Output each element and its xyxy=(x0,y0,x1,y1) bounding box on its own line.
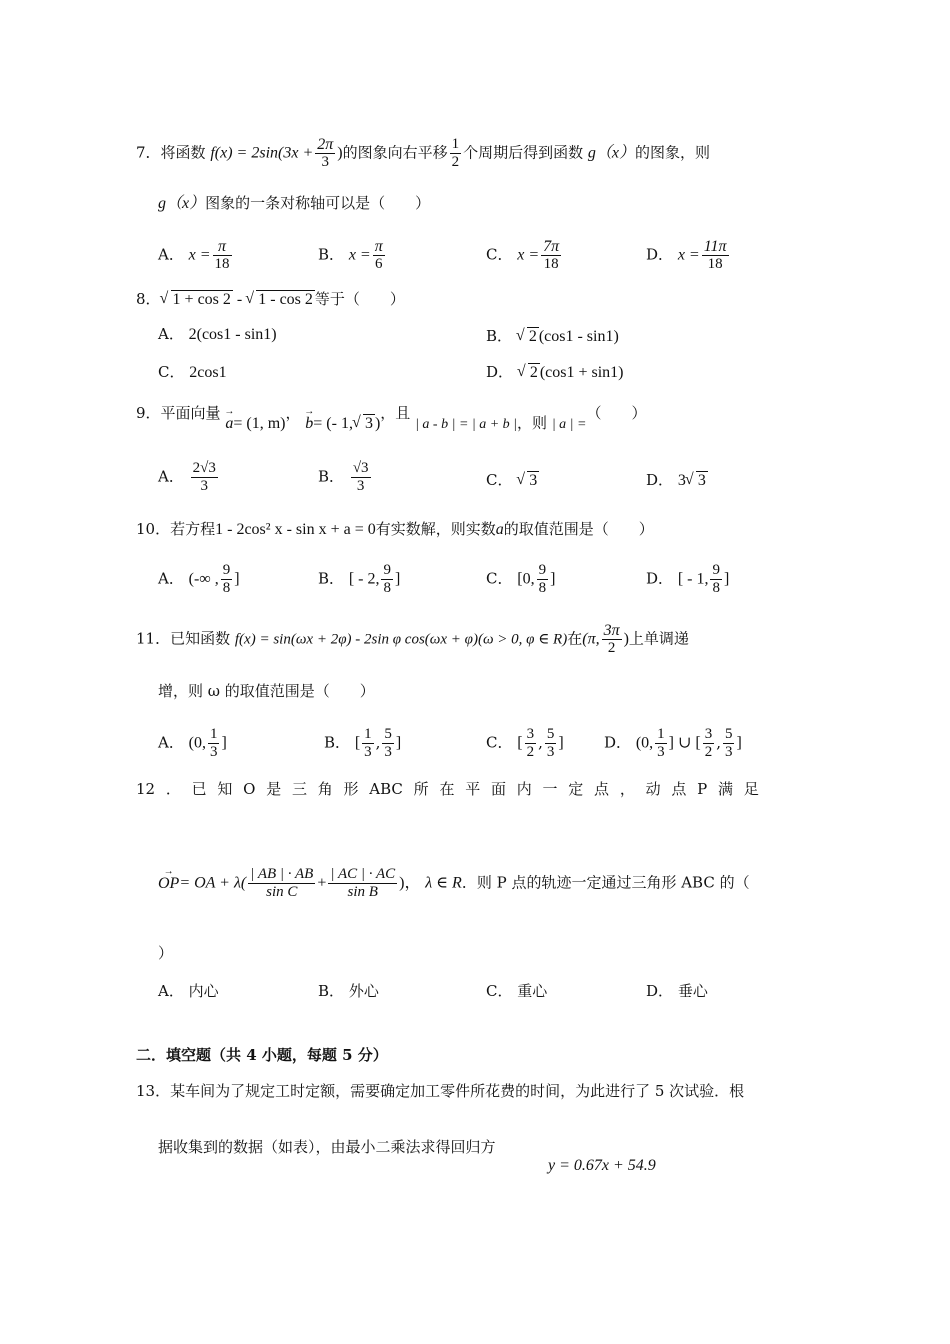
q10-option-b: B． [ - 2, $\frac{9}{8}$ ] xyxy=(318,562,401,596)
q8-option-d: D． √ 2 (cos1 + sin1) xyxy=(486,361,624,384)
q12-formula: → OP= OA + λ( $\frac{| AB | \cdot AB}{\text{sin C}}$ + $\frac{| AC | \cdot AC}{\text{sin B}}$ )， λ ∈ R．则 P 点的轨迹一定通过三角形 ABC 的（ xyxy=(158,866,750,901)
q8-stem: 8．√ 1 + cos 2 - √ 1 - cos 2 等于（ ） xyxy=(136,288,405,311)
q10-option-c: C． [0, $\frac{9}{8}$ ] xyxy=(486,562,556,596)
q7-option-a: A． x = $\frac{\pi}{18}$ xyxy=(158,238,230,272)
q9-option-b: B． $\frac{√3}{3}$ xyxy=(318,460,369,494)
q12-option-c: C． 重心 xyxy=(486,982,548,1000)
q11-option-d: D． (0, $\frac{1}{3}$ ] ∪ [ $\frac{3}{2}$ , $\frac{5}{3}$ ] xyxy=(604,726,742,760)
q11-line2: 增，则 ω 的取值范围是（ ） xyxy=(158,682,375,700)
q13-line2: 据收集到的数据（如表），由最小二乘法求得回归方 xyxy=(158,1138,496,1156)
q7-line2: g（x）图象的一条对称轴可以是（ ） xyxy=(158,194,431,212)
q8-option-c: C． 2cos1 xyxy=(158,363,227,381)
q9-option-c: C． √ 3 xyxy=(486,469,539,492)
q8-option-a: A． 2(cos1 - sin1) xyxy=(158,325,277,343)
q13-regression-equation: y = 0.67x + 54.9 xyxy=(548,1157,656,1174)
q9-stem: 9．平面向量 → a= (1, m)， → b= (- 1,√ 3 )，且 | a - b | = | a + b |，则 | a | =（ ） xyxy=(136,402,647,426)
q9-option-d: D． 3√ 3 xyxy=(646,469,708,492)
q8-option-b: B． √ 2 (cos1 - sin1) xyxy=(486,325,619,348)
q13-line1: 13．某车间为了规定工时定额，需要确定加工零件所花费的时间，为此进行了 5 次试验．根 xyxy=(136,1082,745,1100)
q11-option-b: B． [ $\frac{1}{3}$ , $\frac{5}{3}$ ] xyxy=(324,726,402,760)
section-heading: 二．填空题（共 4 小题，每题 5 分） xyxy=(136,1046,388,1064)
q7-line1: 7．将函数 f(x) = 2sin(3x + $\frac{2\pi}{3}$ )的图象向右平移 $\frac{1}{2}$ 个周期后得到函数 g（x）的图象，则 xyxy=(136,136,711,170)
q7-option-d: D． x = $\frac{11\pi}{18}$ xyxy=(646,238,727,272)
q12-line1: 12 ． 已 知 O 是 三 角 形 ABC 所 在 平 面 内 一 定 点 ， 动 点 P 满 足 xyxy=(136,780,759,798)
q10-stem: 10．若方程1 - 2cos² x - sin x + a = 0有实数解，则实数a的取值范围是（ ） xyxy=(136,520,654,538)
q7-option-b: B． x = $\frac{\pi}{6}$ xyxy=(318,238,383,272)
q9-option-a: A． $\frac{2√3}{3}$ xyxy=(158,460,216,494)
q11-option-c: C． [ $\frac{3}{2}$ , $\frac{5}{3}$ ] xyxy=(486,726,564,760)
q12-option-b: B． 外心 xyxy=(318,982,379,1000)
q11-option-a: A． (0, $\frac{1}{3}$ ] xyxy=(158,726,227,760)
q12-option-d: D． 垂心 xyxy=(646,982,708,1000)
q12-close: ） xyxy=(158,944,174,962)
q10-option-d: D． [ - 1, $\frac{9}{8}$ ] xyxy=(646,562,730,596)
q7-option-c: C． x = $\frac{7\pi}{18}$ xyxy=(486,238,560,272)
q10-option-a: A． (-∞ , $\frac{9}{8}$ ] xyxy=(158,562,240,596)
q12-option-a: A． 内心 xyxy=(158,982,219,1000)
q11-line1: 11．已知函数 f(x) = sin(ωx + 2φ) - 2sin φ cos(ωx + φ)(ω > 0, φ ∈ R)在(π, $\frac{3\pi}{2}$ )上单调递 xyxy=(136,622,689,656)
